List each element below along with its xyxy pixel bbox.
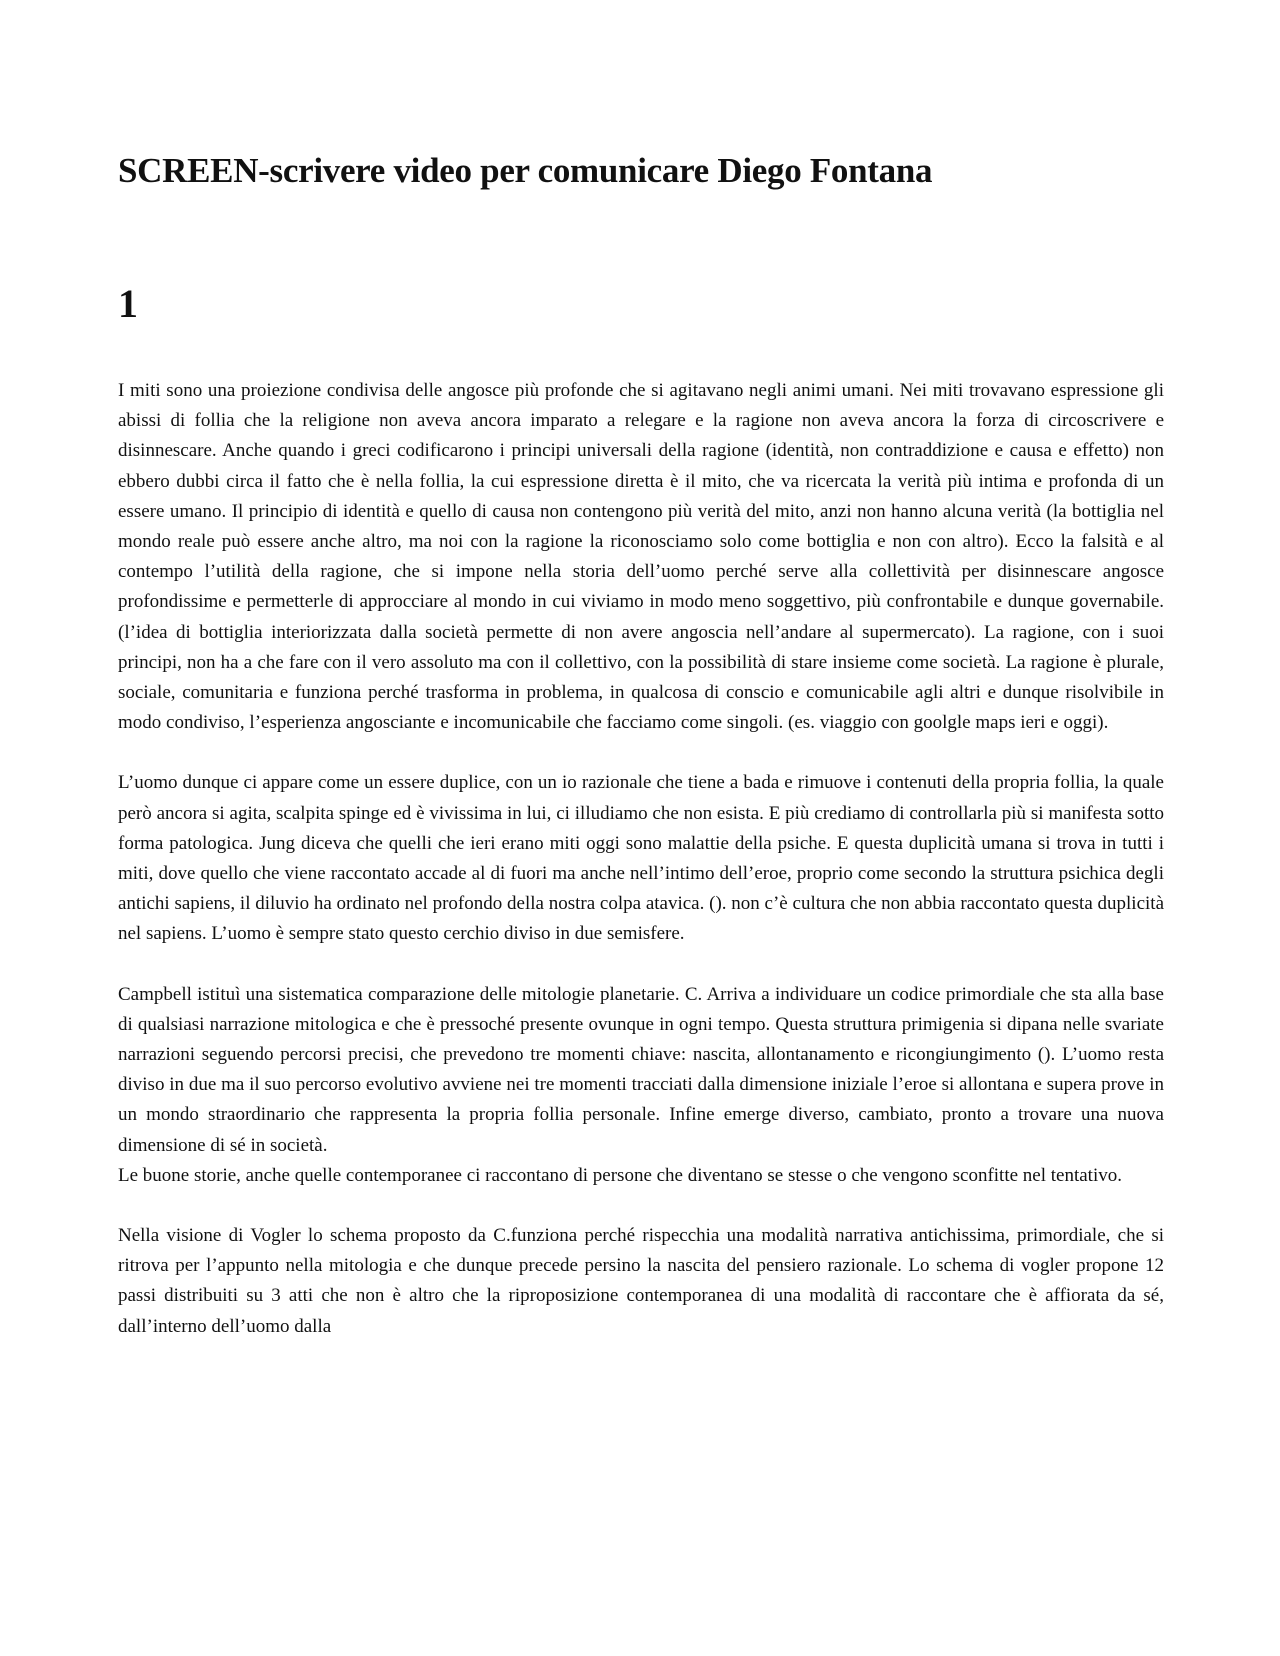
paragraph-4: Le buone storie, anche quelle contemporanee ci raccontano di persone che diventano se stesse o che vengono sconfitte nel tentativo. [118,1164,1122,1186]
paragraph-2: L’uomo dunque ci appare come un essere duplice, con un io razionale che tiene a bada e rimuove i contenuti della propria follia, la quale però ancora si agita, scalpita spinge ed è vivissima in lui, ci illudiamo che non esista. E più crediamo di controllarla più si manifesta sotto forma patologica. Jung diceva che quelli che ieri erano miti oggi sono malattie della psiche. E questa duplicità umana si trova in tutti i miti, dove quello che viene raccontato accade al di fuori ma anche nell’intimo dell’eroe, proprio come secondo la struttura psichica degli antichi sapiens, il diluvio ha ordinato nel profondo della nostra colpa atavica. (). non c’è cultura che non abbia raccontato questa duplicità nel sapiens. L’uomo è sempre stato questo cerchio diviso in due semisfere. [118,772,1164,945]
paragraph-5: Nella visione di Vogler lo schema proposto da C.funziona perché rispecchia una modalità narrativa antichissima, primordiale, che si ritrova per l’appunto nella mitologia e che dunque precede persino la nascita del pensiero razionale. Lo schema di vogler propone 12 passi distribuiti su 3 atti che non è altro che la riproposizione contemporanea di una modalità di raccontare che è affiorata da sé, dall’interno dell’uomo dalla [118,1225,1164,1337]
chapter-number: 1 [118,281,138,326]
body-text [118,376,1164,1342]
document-page [118,150,1164,1372]
document-title: SCREEN-scrivere video per comunicare Diego Fontana [118,151,933,190]
paragraph-1: I miti sono una proiezione condivisa delle angosce più profonde che si agitavano negli animi umani. Nei miti trovavano espressione gli abissi di follia che la religione non aveva ancora imparato a relegare e la ragione non aveva ancora la forza di circoscrivere e disinnescare. Anche quando i greci codificarono i principi universali della ragione (identità, non contraddizione e causa e effetto) non ebbero dubbi circa il fatto che è nella follia, la cui espressione diretta è il mito, che va ricercata la verità più intima e profonda di un essere umano. Il principio di identità e quello di causa non contengono più verità del mito, anzi non hanno alcuna verità (la bottiglia nel mondo reale può essere anche altro, ma noi con la ragione la riconosciamo solo come bottiglia e non con altro). Ecco la falsità e al contempo l’utilità della ragione, che si impone nella storia dell’uomo perché serve alla collettività per disinnescare angosce profondissime e permetterle di approcciare al mondo in cui viviamo in modo meno soggettivo, più confrontabile e dunque governabile. (l’idea di bottiglia interiorizzata dalla società permette di non avere angoscia nell’andare al supermercato). La ragione, con i suoi principi, non ha a che fare con il vero assoluto ma con il collettivo, con la possibilità di stare insieme come società. La ragione è plurale, sociale, comunitaria e funziona perché trasforma in problema, in qualcosa di conscio e comunicabile agli altri e dunque risolvibile in modo condiviso, l’esperienza angosciante e incomunicabile che facciamo come singoli. (es. viaggio con goolgle maps ieri e oggi). [118,380,1164,734]
paragraph-3: Campbell istituì una sistematica comparazione delle mitologie planetarie. C. Arriva a individuare un codice primordiale che sta alla base di qualsiasi narrazione mitologica e che è pressoché presente ovunque in ogni tempo. Questa struttura primigenia si dipana nelle svariate narrazioni seguendo percorsi precisi, che prevedono tre momenti chiave: nascita, allontanamento e ricongiungimento (). L’uomo resta diviso in due ma il suo percorso evolutivo avviene nei tre momenti tracciati dalla dimensione iniziale l’eroe si allontana e supera prove in un mondo straordinario che rappresenta la propria follia personale. Infine emerge diverso, cambiato, pronto a trovare una nuova dimensione di sé in società. [118,983,1164,1156]
